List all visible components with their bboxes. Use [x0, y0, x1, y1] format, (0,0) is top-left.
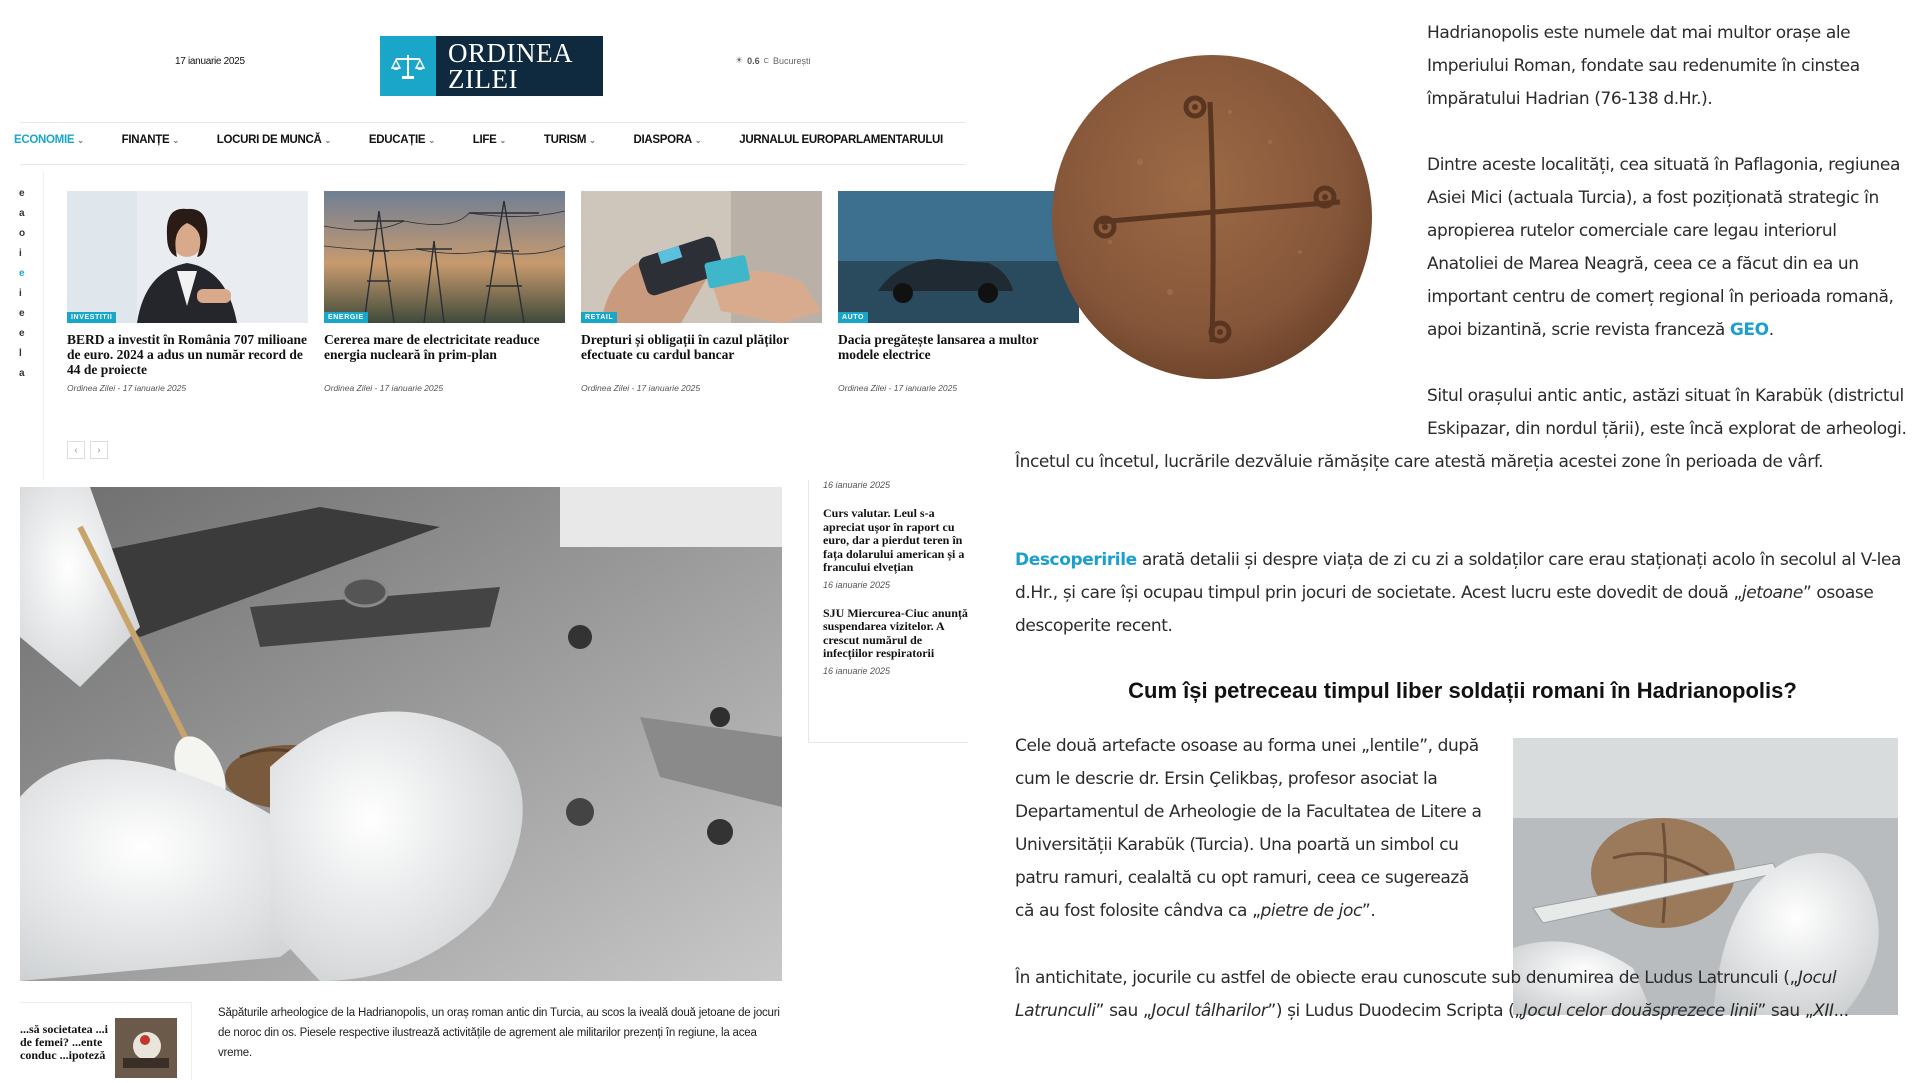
article-paragraph-continued: Încetul cu încetul, lucrările dezvăluie rămășițe care atestă măreția acestei zone în perioada de vârf. [1015, 452, 1824, 472]
image-caption: Săpăturile arheologice de la Hadrianopolis, un oraș roman antic din Turcia, au scos la iveală două jetoane de jocuri de noroc din os. Piesele respective ilustrează activitățile de agrement ale militarilor prezenți în regiune, la acea vreme. [218, 1007, 780, 1059]
side-menu-fragment: e a o i e i e e l a [19, 188, 26, 379]
chevron-down-icon: ⌄ [324, 136, 331, 145]
related-title[interactable]: ...să societatea ...i de femei? ...ente conduc ...ipoteză [20, 1022, 108, 1062]
nav-item-locuri-de-munca[interactable]: LOCURI DE MUNCĂ ⌄ [216, 134, 331, 146]
related-thumb[interactable] [115, 1018, 177, 1078]
news-carousel [67, 191, 1039, 401]
nav-item-jurnalul-europarlamentarului[interactable]: JURNALUL EUROPARLAMENTARULUI [739, 134, 943, 146]
hero-image-excavation[interactable] [20, 487, 782, 981]
latest-news-rail [808, 480, 968, 742]
nav-item-turism[interactable]: TURISM ⌄ [543, 134, 596, 146]
nav-item-educatie[interactable]: EDUCAȚIE ⌄ [368, 134, 435, 146]
carousel-prev-button[interactable]: ‹ [67, 441, 85, 459]
scales-icon [380, 36, 436, 96]
card-meta: Ordinea Zilei - 17 ianuarie 2025 [581, 383, 701, 393]
category-badge[interactable]: ENERGIE [324, 312, 368, 323]
geo-link[interactable]: GEO [1729, 320, 1769, 340]
card-title[interactable]: BERD a investit în România 707 milioane de euro. 2024 a adus un număr record de 44 de proiecte [67, 332, 308, 377]
weather-unit: C [763, 56, 770, 65]
sun-icon: ☀ [735, 55, 744, 65]
rail-date: 16 ianuarie 2025 [823, 579, 891, 590]
site-logo[interactable] [380, 36, 603, 96]
carousel-next-button[interactable]: › [90, 441, 108, 459]
chevron-down-icon: ⌄ [694, 136, 702, 145]
divider [20, 122, 965, 123]
chevron-down-icon: ⌄ [172, 136, 179, 145]
nav-item-finante[interactable]: FINANȚE ⌄ [121, 134, 179, 146]
rail-item[interactable] [823, 507, 968, 590]
section-heading: Cum își petreceau timpul liber soldații romani în Hadrianopolis? [1128, 678, 1797, 703]
article-paragraph: Cele două artefacte osoase au forma unei „lentile”, după cum le descrie dr. Ersin Çelikbaș, profesor asociat la Departamentul de Arheologie de la Facultatea de Litere a Universității Karabük (Turcia). Una poartă un simbol cu patru ramuri, cealaltă cu opt ramuri, ceea ce sugerează că au fost folosite cândva ca „pietre de joc”. [1015, 736, 1482, 921]
descoperirile-link[interactable]: Descoperirile [1015, 550, 1137, 570]
card-meta: Ordinea Zilei - 17 ianuarie 2025 [838, 383, 958, 393]
weather-city: București [773, 55, 811, 66]
news-card[interactable] [581, 191, 822, 401]
article-paragraph: Dintre aceste localități, cea situată în Paflagonia, regiunea Asiei Mici (actuala Turcia), a fost poziționată strategic în apropierea rutelor comerciale care legau interiorul Anatoliei de Marea Neagră, ceea ce a făcut din ea un important centru de comerț regional în perioada romană, apoi bizantină, scrie revista franceză GEO. [1427, 155, 1900, 340]
weather-temp: 0.6 [747, 55, 760, 66]
news-card[interactable] [67, 191, 308, 401]
category-badge[interactable]: INVESTITII [67, 312, 116, 323]
card-title[interactable]: Drepturi și obligații în cazul plăților efectuate cu cardul bancar [581, 332, 789, 362]
divider [43, 172, 44, 480]
card-image-card-payment[interactable] [581, 191, 822, 323]
divider [808, 742, 968, 743]
card-title[interactable]: Dacia pregătește lansarea a multor modele electrice [838, 332, 1039, 362]
bone-token-image [1050, 52, 1375, 382]
article-paragraph: Situl orașului antic antic, astăzi situat în Karabük (districtul Eskipazar, din nordul țării), este încă explorat de arheologi. [1427, 386, 1907, 439]
card-meta: Ordinea Zilei - 17 ianuarie 2025 [67, 383, 187, 393]
chevron-down-icon: ⌄ [589, 136, 596, 145]
related-article-card[interactable] [20, 1002, 192, 1080]
card-image-woman[interactable] [67, 191, 308, 323]
carousel-controls [67, 441, 108, 459]
header-date: 17 ianuarie 2025 [175, 56, 245, 67]
card-meta: Ordinea Zilei - 17 ianuarie 2025 [324, 383, 444, 393]
rail-date: 16 ianuarie 2025 [823, 480, 891, 490]
rail-item[interactable] [823, 607, 968, 676]
news-card[interactable] [324, 191, 565, 401]
category-badge[interactable]: RETAIL [581, 312, 617, 323]
chevron-down-icon: ⌄ [428, 136, 435, 145]
card-image-power-lines[interactable] [324, 191, 565, 323]
article-paragraph: În antichitate, jocurile cu astfel de obiecte erau cunoscute sub denumirea de Ludus Latrunculi („Jocul Latrunculi” sau „Jocul tâlharilor”) și Ludus Duodecim Scripta („Jocul celor douăsprezece linii” sau „XII... [1015, 968, 1849, 1021]
weather-widget [735, 55, 811, 66]
card-title[interactable]: Cererea mare de electricitate readuce energia nucleară în prim-plan [324, 332, 540, 362]
nav-item-life[interactable]: LIFE ⌄ [472, 134, 506, 146]
rail-title[interactable]: Curs valutar. Leul s-a apreciat ușor în raport cu euro, dar a pierdut teren în fața dolarului american și a francului elvețian [823, 506, 965, 574]
nav-item-economie[interactable]: ECONOMIE ⌄ [14, 134, 84, 146]
article-panel [975, 0, 1920, 1080]
divider [20, 164, 965, 165]
article-paragraph: Descoperirile arată detalii și despre viața de zi cu zi a soldaților care erau staționați acolo în secolul al V-lea d.Hr., și care își ocupau timpul prin jocuri de societate. Acest lucru este dovedit de două „jetoane” osoase descoperite recent. [1015, 550, 1902, 636]
logo-text: ORDINEA ZILEI [436, 36, 603, 96]
article-paragraph: Hadrianopolis este numele dat mai multor orașe ale Imperiului Roman, fondate sau redenumite în cinstea împăratului Hadrian (76-138 d.Hr.). [1427, 23, 1860, 109]
chevron-down-icon: ⌄ [499, 136, 506, 145]
main-nav [14, 134, 970, 154]
rail-title[interactable]: SJU Miercurea-Ciuc anunță suspendarea vizitelor. A crescut numărul de infecțiilor respiratorii [823, 605, 968, 660]
rail-date: 16 ianuarie 2025 [823, 665, 891, 676]
nav-item-diaspora[interactable]: DIASPORA ⌄ [633, 134, 702, 146]
chevron-down-icon: ⌄ [77, 136, 84, 145]
category-badge[interactable]: AUTO [838, 312, 868, 323]
